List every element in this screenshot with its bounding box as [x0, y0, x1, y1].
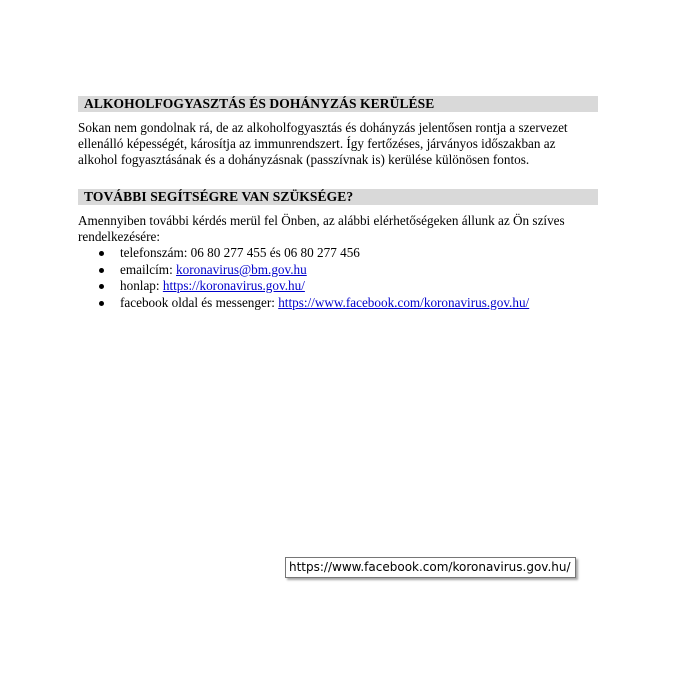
paragraph-line: ellenálló képességét, károsítja az immunrendszert. Így fertőzéses, járványos időszakban az: [78, 136, 556, 151]
contact-facebook-label: facebook oldal és messenger:: [120, 294, 279, 310]
list-item-phone: [78, 245, 598, 262]
section-heading-alcohol: ALKOHOLFOGYASZTÁS ÉS DOHÁNYZÁS KERÜLÉSE: [78, 96, 598, 112]
section-heading-help: TOVÁBBI SEGÍTSÉGRE VAN SZÜKSÉGE?: [78, 189, 598, 205]
paragraph-alcohol: [78, 120, 598, 168]
website-link[interactable]: https://koronavirus.gov.hu/: [162, 278, 305, 293]
contact-list: [78, 245, 598, 311]
bullet-icon: [99, 268, 104, 273]
list-item-website: [78, 278, 598, 295]
bullet-icon: [99, 284, 104, 289]
paragraph-line: rendelkezésére:: [78, 229, 160, 244]
facebook-link[interactable]: https://www.facebook.com/koronavirus.gov.hu/: [278, 294, 530, 310]
bullet-icon: [99, 301, 104, 306]
email-link[interactable]: koronavirus@bm.gov.hu: [176, 261, 307, 277]
link-tooltip: https://www.facebook.com/koronavirus.gov.hu/: [285, 557, 576, 578]
list-item-facebook: [78, 295, 598, 312]
contact-email-label: emailcím:: [120, 261, 177, 277]
paragraph-line: Sokan nem gondolnak rá, de az alkoholfogyasztás és dohányzás jelentősen rontja a szervezet: [78, 120, 568, 135]
paragraph-line: alkohol fogyasztásának és a dohányzásnak (passzívnak is) kerülése különösen fontos.: [78, 152, 530, 167]
paragraph-help: [78, 213, 598, 245]
contact-website-label: honlap:: [120, 278, 163, 293]
list-item-email: [78, 262, 598, 279]
contact-phone-text: telefonszám: 06 80 277 455 és 06 80 277 456: [120, 245, 360, 260]
bullet-icon: [99, 251, 104, 256]
paragraph-line: Amennyiben további kérdés merül fel Önben, az alábbi elérhetőségeken állunk az Ön szíves: [78, 213, 565, 228]
